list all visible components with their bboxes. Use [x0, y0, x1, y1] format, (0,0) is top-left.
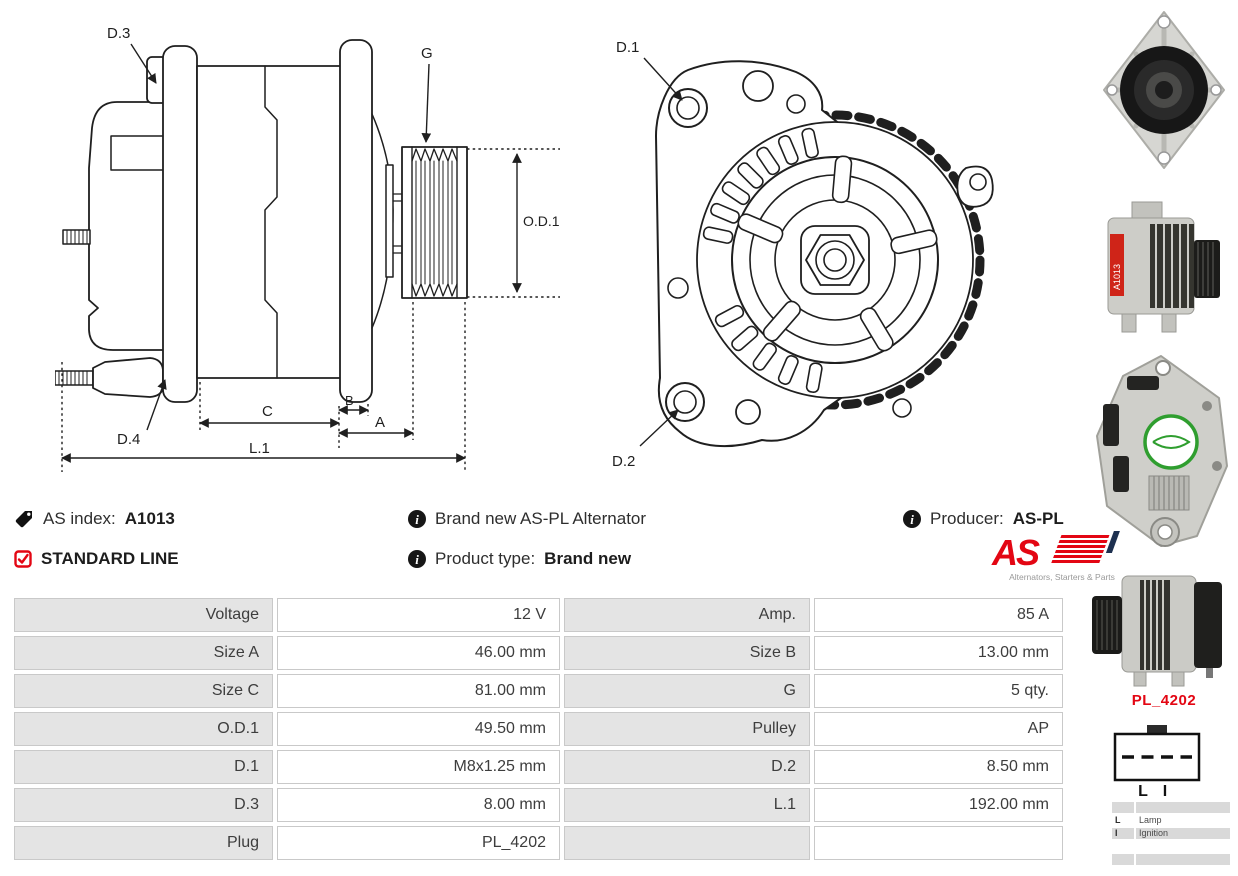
spec-label: Size C [14, 674, 273, 708]
spec-label: G [564, 674, 810, 708]
label-od1: O.D.1 [523, 213, 560, 229]
spec-label: D.1 [14, 750, 273, 784]
mount-bushing [93, 358, 163, 397]
label-d2: D.2 [612, 453, 636, 470]
spec-value: 46.00 mm [277, 636, 560, 670]
mount-hole-d1 [669, 89, 707, 127]
alternator-front-outline [656, 61, 993, 446]
spec-value: 8.00 mm [277, 788, 560, 822]
as-pl-logo [972, 528, 1152, 584]
product-type-label: Product type: [435, 549, 536, 568]
spec-label: Amp. [564, 598, 810, 632]
spec-value: 8.50 mm [814, 750, 1063, 784]
tag-icon [14, 509, 34, 529]
legend-cell [1136, 854, 1230, 865]
label-g: G [421, 45, 433, 62]
spec-label [564, 826, 810, 860]
spec-value: 81.00 mm [277, 674, 560, 708]
legend-desc: Lamp [1139, 815, 1162, 825]
as-index-label: AS index: [43, 509, 116, 528]
label-d3: D.3 [107, 25, 131, 42]
label-c: C [262, 403, 273, 420]
front-view-drawing [600, 20, 1020, 480]
spec-value: 192.00 mm [814, 788, 1063, 822]
leader-d2 [640, 410, 678, 446]
logo-tagline: Alternators, Starters & Parts [1009, 572, 1115, 582]
label-b: B [345, 393, 354, 408]
spec-label: L.1 [564, 788, 810, 822]
legend-pin: I [1112, 828, 1134, 839]
pulley [402, 147, 467, 298]
standard-line-label: STANDARD LINE [41, 549, 179, 568]
legend-cell [1112, 854, 1134, 865]
spec-label: D.3 [14, 788, 273, 822]
spec-value: AP [814, 712, 1063, 746]
spec-value: 5 qty. [814, 674, 1063, 708]
label-d1: D.1 [616, 39, 640, 56]
spec-label: Size B [564, 636, 810, 670]
legend-cell [1112, 802, 1134, 813]
legend-pin: L [1115, 815, 1121, 825]
shaft-washer [386, 165, 393, 277]
spec-label: Pulley [564, 712, 810, 746]
plug-diagram [1107, 722, 1207, 798]
spec-label: O.D.1 [14, 712, 273, 746]
logo-stripes [1051, 531, 1120, 563]
mount-hole [1158, 16, 1170, 28]
plug-pin-l: L [1138, 783, 1148, 798]
legend-cell [1136, 802, 1230, 813]
label-d4: D.4 [117, 431, 141, 448]
rear-flange [163, 46, 197, 402]
checkbox-icon [14, 550, 32, 568]
spec-value: 49.50 mm [277, 712, 560, 746]
as-index-value: A1013 [124, 509, 175, 528]
plug-legend [1112, 802, 1230, 865]
terminal-block [111, 136, 165, 170]
info-icon: i [408, 550, 426, 568]
spec-label: Voltage [14, 598, 273, 632]
brand-line-text: Brand new AS-PL Alternator [435, 509, 647, 528]
spec-value: M8x1.25 mm [277, 750, 560, 784]
info-icon: i [408, 510, 426, 528]
label-l1: L.1 [249, 440, 270, 457]
plug-pin-i: I [1162, 783, 1168, 798]
legend-desc: Ignition [1136, 828, 1230, 839]
label-a: A [375, 414, 386, 431]
spec-label: Size A [14, 636, 273, 670]
logo-as-text: AS [992, 532, 1039, 573]
as-index-row [14, 506, 175, 532]
spec-label: D.2 [564, 750, 810, 784]
spec-value: 12 V [277, 598, 560, 632]
side-view-drawing [55, 10, 570, 480]
producer-label: Producer: [930, 509, 1004, 528]
spec-value: 13.00 mm [814, 636, 1063, 670]
spec-value: 85 A [814, 598, 1063, 632]
spec-label: Plug [14, 826, 273, 860]
brand-row [408, 506, 646, 532]
product-photo-front [1090, 6, 1238, 172]
legend-cell [1136, 841, 1230, 852]
product-type-row [408, 546, 631, 572]
rear-cap [1194, 582, 1222, 668]
leader-g [426, 64, 429, 142]
spec-value [814, 826, 1063, 860]
info-icon: i [903, 510, 921, 528]
front-bracket [340, 40, 372, 402]
product-type-value: Brand new [544, 549, 632, 568]
product-photo-rear [1087, 346, 1235, 558]
standard-line-row [14, 546, 179, 572]
product-photo-side-right [1092, 190, 1232, 340]
producer-value: AS-PL [1012, 509, 1064, 528]
legend-cell [1112, 841, 1134, 852]
part-label-code: A1013 [1112, 263, 1122, 290]
spec-table [14, 598, 1063, 860]
alternator-side-outline [55, 40, 467, 402]
spec-value: PL_4202 [277, 826, 560, 860]
plug-code: PL_4202 [1131, 692, 1197, 709]
